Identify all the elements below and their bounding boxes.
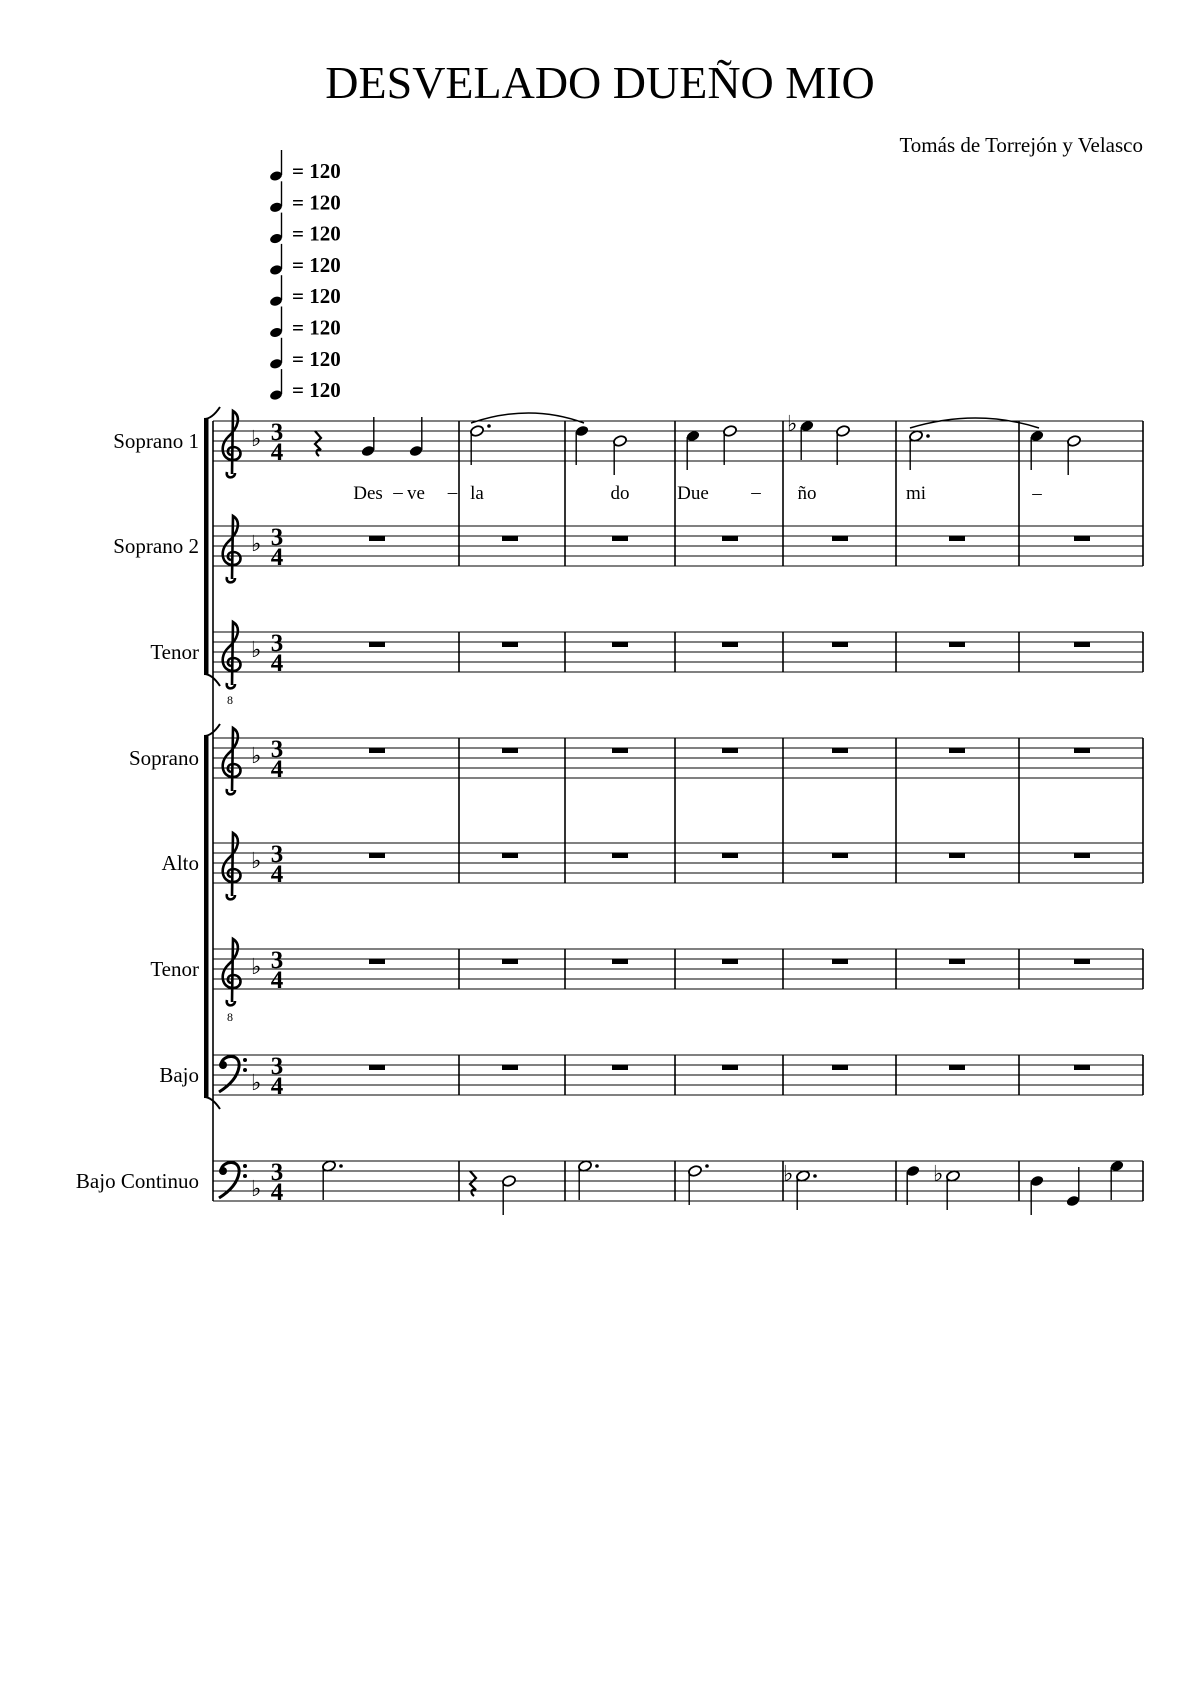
whole-rest [369,536,385,541]
clef-dot [243,1058,247,1062]
whole-rest [612,642,628,647]
whole-rest [949,1065,965,1070]
bracket-bar [204,419,209,674]
note [1066,1167,1081,1207]
lyric-syllable: Due [677,483,709,504]
whole-rest [502,853,518,858]
lyric-syllable: la [470,483,484,504]
augmentation-dot [595,1164,599,1168]
augmentation-dot [339,1164,343,1168]
note [578,1160,599,1200]
time-signature-numerator: 3 [270,419,284,446]
key-signature-flat-icon: ♭ [251,955,262,980]
note [688,1164,709,1205]
lyric-syllable: – [1032,483,1042,504]
note [1110,1160,1125,1200]
time-signature-numerator: 3 [270,947,284,974]
tempo-value: = 120 [292,378,341,403]
note [787,412,814,460]
whole-rest [502,1065,518,1070]
tempo-mark [269,307,341,340]
bass-clef-icon [219,1162,247,1198]
staff-bajo-continuo [76,1159,1143,1215]
clef-dot [243,1164,247,1168]
whole-rest [832,536,848,541]
augmentation-dot [487,424,491,428]
whole-rest [1074,642,1090,647]
whole-rest [832,642,848,647]
whole-rest [832,748,848,753]
lyric-hyphen: – [393,482,403,503]
whole-rest [612,1065,628,1070]
whole-rest [612,959,628,964]
staff-group-bracket [204,724,220,1109]
note [906,1165,921,1205]
staff-soprano-1 [113,411,1143,504]
whole-rest [502,748,518,753]
key-signature-flat-icon: ♭ [251,849,262,874]
time-signature-denominator: 4 [270,756,284,783]
whole-rest [722,853,738,858]
whole-rest [369,853,385,858]
key-signature-flat-icon: ♭ [251,532,262,557]
rest-stroke [315,431,321,456]
whole-rest [1074,959,1090,964]
time-signature-denominator: 4 [270,1073,284,1100]
flat-accidental-icon: ♭ [783,1162,794,1187]
whole-rest [369,1065,385,1070]
clef-dot [219,1061,227,1069]
system [76,407,1143,1215]
key-signature-flat-icon: ♭ [251,638,262,663]
tempo-mark [269,369,341,402]
note [909,430,930,470]
whole-rest [1074,536,1090,541]
flat-accidental-icon: ♭ [787,412,798,437]
instrument-label: Tenor [150,640,199,664]
staff-tenor [150,622,1143,707]
time-signature-numerator: 3 [270,630,284,657]
lyric-hyphen: – [751,482,761,503]
time-signature-numerator: 3 [270,1053,284,1080]
whole-rest [949,853,965,858]
octave-marker: 8 [227,1010,233,1024]
tempo-value: = 120 [292,221,341,246]
lyric-syllable: mi [905,483,927,504]
note [1067,435,1082,475]
key-signature-flat-icon: ♭ [251,427,262,452]
tempo-value: = 120 [292,284,341,309]
rest-stroke [470,1171,476,1196]
tempo-mark [269,275,341,308]
bracket-curl [204,407,220,419]
tempo-value: = 120 [292,252,341,277]
whole-rest [722,959,738,964]
bracket-curl [204,674,220,686]
staff-soprano-2 [113,516,1143,582]
clef-dot [243,1174,247,1178]
augmentation-dot [813,1174,817,1178]
note [409,417,424,457]
note [836,425,851,465]
tempo-mark [269,213,341,246]
time-signature-numerator: 3 [270,736,284,763]
instrument-label: Soprano 1 [113,429,199,453]
time-signature-denominator: 4 [270,967,284,994]
note [613,435,628,475]
bracket-bar [204,736,209,1097]
augmentation-dot [926,434,930,438]
whole-rest [722,642,738,647]
clef-dot [219,1167,227,1175]
whole-rest [832,959,848,964]
note [575,425,590,465]
time-signature-numerator: 3 [270,524,284,551]
note [322,1160,343,1200]
treble-clef-icon [223,622,241,707]
time-signature-denominator: 4 [270,439,284,466]
key-signature-flat-icon: ♭ [251,1177,262,1202]
time-signature-denominator: 4 [270,1179,284,1206]
time-signature-numerator: 3 [270,841,284,868]
whole-rest [612,536,628,541]
staff-alto [162,833,1143,899]
time-signature-denominator: 4 [270,861,284,888]
whole-rest [369,642,385,647]
instrument-label: Soprano [129,746,199,770]
tempo-mark [269,150,341,183]
whole-rest [949,748,965,753]
staff-bajo [159,1053,1143,1100]
whole-rest [722,1065,738,1070]
quarter-rest [315,431,321,456]
instrument-label: Bajo [159,1063,199,1087]
treble-clef-icon [223,939,241,1024]
note [361,417,376,457]
instrument-label: Tenor [150,957,199,981]
lyric-syllable: Des [353,483,383,504]
tempo-value: = 120 [292,346,341,371]
whole-rest [502,536,518,541]
whole-rest [722,748,738,753]
tempo-mark [269,338,341,371]
bracket-curl [204,724,220,736]
note [783,1162,817,1210]
tempo-mark [269,181,341,214]
tempo-value: = 120 [292,190,341,215]
tempo-mark [269,244,341,277]
clef-dot [243,1068,247,1072]
whole-rest [949,536,965,541]
instrument-label: Alto [161,851,199,875]
time-signature-denominator: 4 [270,650,284,677]
instrument-label: Soprano 2 [113,534,199,558]
whole-rest [949,959,965,964]
lyric-syllable: ño [797,483,817,504]
whole-rest [949,642,965,647]
whole-rest [502,642,518,647]
tempo-value: = 120 [292,315,341,340]
tempo-value: = 120 [292,159,341,183]
augmentation-dot [705,1164,709,1168]
bass-clef-icon [219,1056,247,1092]
instrument-label: Bajo Continuo [75,1169,199,1193]
whole-rest [1074,853,1090,858]
whole-rest [502,959,518,964]
staff-tenor [150,939,1143,1024]
whole-rest [369,748,385,753]
lyric-hyphen: – [447,482,458,503]
note [686,430,701,470]
whole-rest [832,853,848,858]
note [723,425,738,465]
whole-rest [1074,1065,1090,1070]
staff-soprano [129,728,1143,794]
key-signature-flat-icon: ♭ [251,744,262,769]
note [933,1162,960,1210]
note [502,1175,517,1215]
note [1030,1175,1045,1215]
note [470,424,491,465]
whole-rest [832,1065,848,1070]
whole-rest [1074,748,1090,753]
time-signature-numerator: 3 [270,1159,284,1186]
whole-rest [612,748,628,753]
bracket-curl [204,1097,220,1109]
whole-rest [612,853,628,858]
composer-name: Tomás de Torrejón y Velasco [899,133,1143,157]
tempo-markings [269,150,341,402]
whole-rest [722,536,738,541]
whole-rest [369,959,385,964]
score-title: DESVELADO DUEÑO MIO [325,57,875,108]
lyric-syllable: ve [407,483,425,504]
lyric-syllable: do [610,483,630,504]
time-signature-denominator: 4 [270,544,284,571]
key-signature-flat-icon: ♭ [251,1071,262,1096]
quarter-rest [470,1171,476,1196]
flat-accidental-icon: ♭ [933,1162,944,1187]
octave-marker: 8 [227,693,233,707]
note [1030,430,1045,470]
